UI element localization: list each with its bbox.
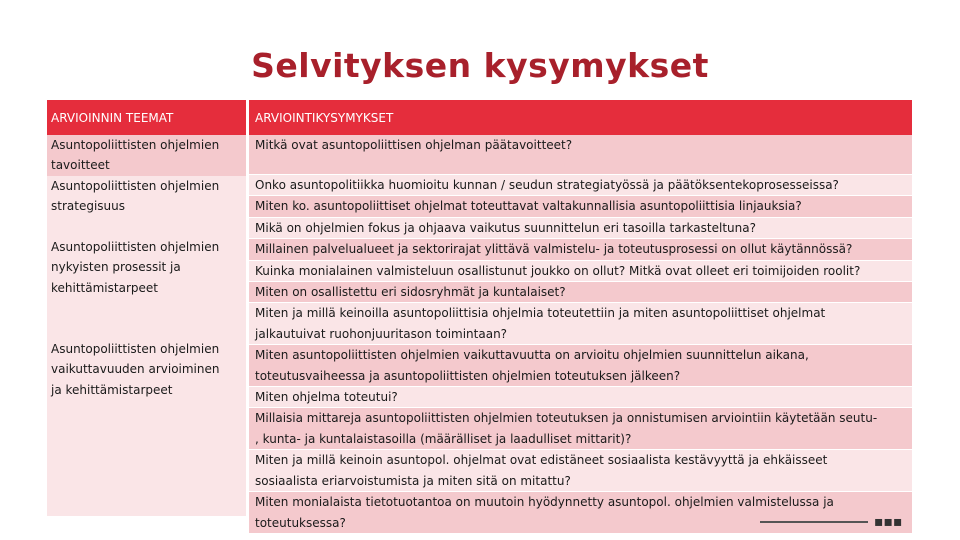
question-line: toteutuksessa? <box>255 515 346 530</box>
question-line: Miten asuntopoliittisten ohjelmien vaikuttavuutta on arvioitu ohjelmien suunnittelun aikana, <box>255 348 809 363</box>
logo-divider <box>760 521 868 523</box>
question-row <box>249 387 912 408</box>
footer-logo <box>760 514 950 530</box>
question-line: Onko asuntopolitiikka huomioitu kunnan / seudun strategiatyössä ja päätöksentekoprosesseissa? <box>255 178 839 192</box>
question-row <box>249 175 912 196</box>
theme-line: vaikuttavuuden arvioiminen <box>51 362 220 377</box>
question-line: Miten ohjelma toteutui? <box>255 390 398 405</box>
question-row <box>249 282 912 303</box>
question-line: Millaisia mittareja asuntopoliittisten ohjelmien toteutuksen ja onnistumisen arviointiin käytetään seutu- <box>255 411 878 426</box>
header-themes: ARVIOINNIN TEEMAT <box>51 110 174 125</box>
question-line: Miten ja millä keinoilla asuntopoliittisia ohjelmia toteutettiin ja miten asuntopoliittiset ohjelmat <box>255 306 826 321</box>
theme-processes <box>47 237 246 339</box>
question-row <box>249 218 912 239</box>
theme-goals <box>47 135 246 176</box>
question-line: Kuinka monialainen valmisteluun osallistunut joukko on ollut? Mitkä ovat olleet eri toimijoiden roolit? <box>255 263 861 278</box>
theme-line: Asuntopoliittisten ohjelmien <box>51 138 220 152</box>
question-row <box>249 239 912 260</box>
question-line: Miten on osallistettu eri sidosryhmät ja kuntalaiset? <box>255 285 566 300</box>
theme-line: Asuntopoliittisten ohjelmien <box>51 342 220 356</box>
question-line: Miten ja millä keinoin asuntopol. ohjelmat ovat edistäneet sosiaalista kestävyyttä ja ehkäisseet <box>255 453 828 468</box>
table-header <box>47 100 912 135</box>
question-row <box>249 345 912 387</box>
table-body <box>47 135 912 534</box>
questions-column <box>246 135 912 534</box>
theme-line: kehittämistarpeet <box>51 280 158 295</box>
theme-line: Asuntopoliittisten ohjelmien <box>51 240 220 254</box>
logo-mark: ▪▪▪ <box>874 514 903 530</box>
question-line: , kunta- ja kuntalaistasoilla (määrälliset ja laadulliset mittarit)? <box>255 431 632 446</box>
question-line: Miten monialaista tietotuotantoa on muutoin hyödynnetty asuntopol. ohjelmien valmistelussa ja <box>255 495 834 510</box>
question-line: sosiaalista eriarvoistumista ja miten sitä on mitattu? <box>255 473 571 488</box>
question-line: Mikä on ohjelmien fokus ja ohjaava vaikutus suunnittelun eri tasoilla tarkasteltuna? <box>255 220 756 235</box>
theme-line: strategisuus <box>51 199 125 214</box>
question-line: Miten ko. asuntopoliittiset ohjelmat toteuttavat valtakunnallisia asuntopoliittisia linjauksia? <box>255 199 802 214</box>
question-line: jalkautuivat ruohonjuuritason toimintaan? <box>255 326 508 341</box>
page-title: Selvityksen kysymykset <box>251 46 709 85</box>
theme-line: tavoitteet <box>51 158 110 173</box>
theme-strategic <box>47 176 246 237</box>
question-row <box>249 196 912 217</box>
question-row <box>249 408 912 450</box>
question-row <box>249 135 912 175</box>
themes-column <box>47 135 246 534</box>
theme-line: ja kehittämistarpeet <box>51 382 173 397</box>
question-line: Millainen palvelualueet ja sektorirajat ylittävä valmistelu- ja toteutusprosessi on ollut käytännössä? <box>255 242 853 257</box>
theme-line: Asuntopoliittisten ohjelmien <box>51 179 220 193</box>
theme-line: nykyisten prosessit ja <box>51 260 181 275</box>
question-row <box>249 303 912 345</box>
question-line: Mitkä ovat asuntopoliittisen ohjelman päätavoitteet? <box>255 138 573 152</box>
header-questions: ARVIOINTIKYSYMYKSET <box>246 100 912 135</box>
question-row <box>249 450 912 492</box>
questions-table <box>47 100 912 534</box>
theme-impact <box>47 339 246 516</box>
question-line: toteutusvaiheessa ja asuntopoliittisten ohjelmien toteutuksen jälkeen? <box>255 368 681 383</box>
question-row <box>249 261 912 282</box>
